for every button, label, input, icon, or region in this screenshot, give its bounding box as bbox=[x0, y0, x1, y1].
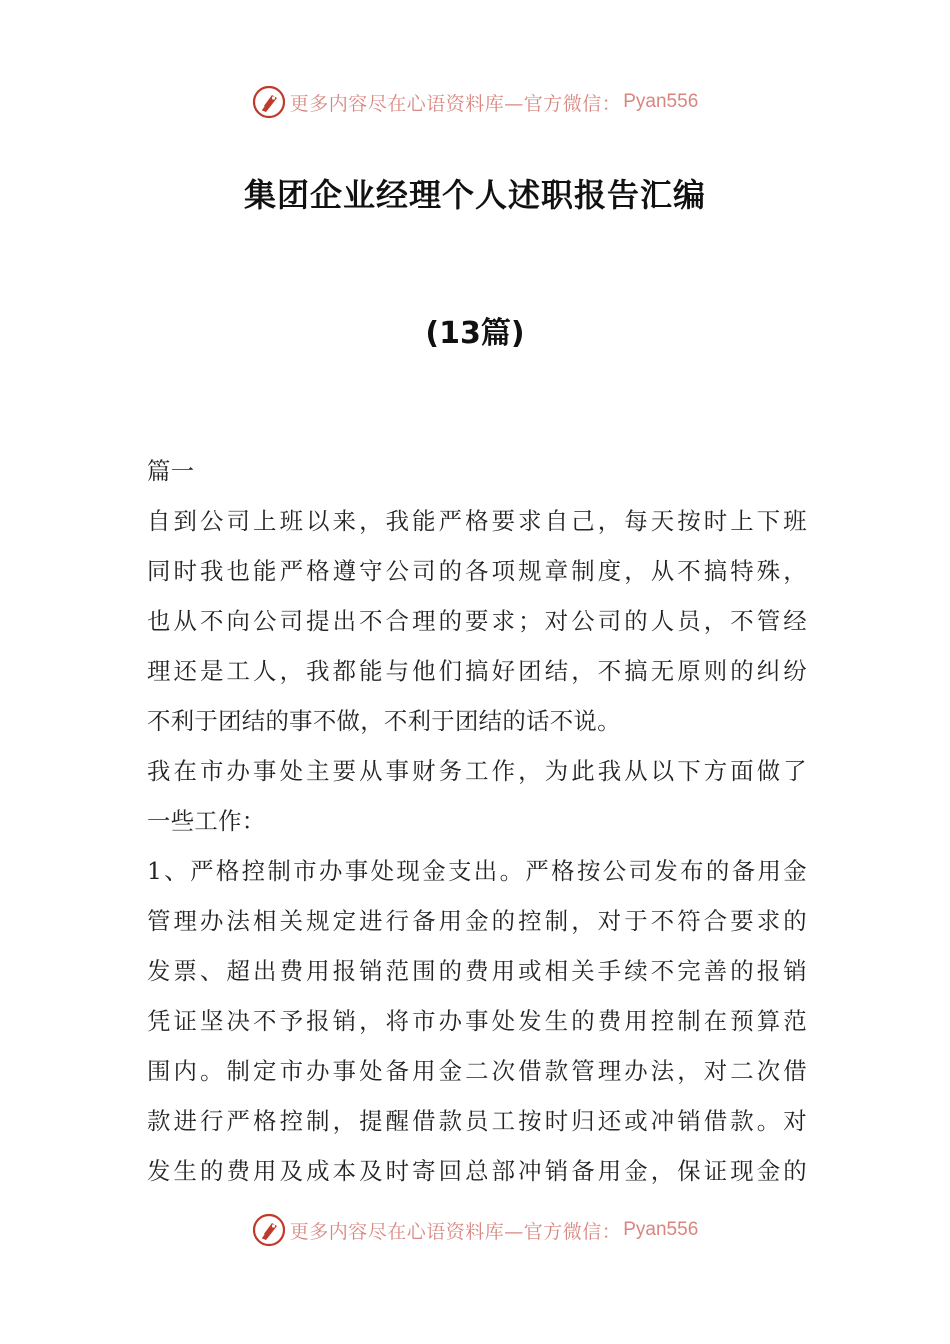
document-body bbox=[147, 446, 807, 1196]
banner-wechat-id: Pyan556 bbox=[623, 91, 699, 112]
document-subtitle: (13篇) bbox=[425, 316, 525, 351]
header-banner bbox=[0, 80, 950, 124]
paragraph-line: 理还是工人，我都能与他们搞好团结，不搞无原则的纠纷 bbox=[147, 657, 807, 685]
document-title: 集团企业经理个人述职报告汇编 bbox=[243, 176, 706, 214]
footer-banner bbox=[0, 1208, 950, 1252]
paragraph-line: 同时我也能严格遵守公司的各项规章制度，从不搞特殊， bbox=[147, 557, 807, 585]
banner-wechat-id: Pyan556 bbox=[623, 1219, 699, 1240]
paragraph-line: 发生的费用及成本及时寄回总部冲销备用金，保证现金的 bbox=[147, 1157, 807, 1185]
paragraph-line: 不利于团结的事不做，不利于团结的话不说。 bbox=[147, 707, 621, 735]
pen-nib-logo-icon bbox=[252, 1213, 286, 1247]
paragraph-line: 自到公司上班以来，我能严格要求自己，每天按时上下班 bbox=[147, 507, 807, 535]
section-label: 篇一 bbox=[147, 457, 195, 485]
banner-text: 更多内容尽在心语资料库—官方微信： bbox=[289, 92, 622, 115]
paragraph-line: 围内。制定市办事处备用金二次借款管理办法，对二次借 bbox=[147, 1057, 807, 1085]
paragraph-line: 发票、超出费用报销范围的费用或相关手续不完善的报销 bbox=[147, 957, 807, 985]
pen-nib-logo-icon bbox=[252, 85, 286, 119]
paragraph-line: 一些工作： bbox=[147, 807, 266, 835]
banner-text: 更多内容尽在心语资料库—官方微信： bbox=[289, 1220, 622, 1243]
paragraph-line: 我在市办事处主要从事财务工作，为此我从以下方面做了 bbox=[147, 757, 807, 785]
paragraph-line: 款进行严格控制，提醒借款员工按时归还或冲销借款。对 bbox=[147, 1107, 807, 1135]
paragraph-line: 凭证坚决不予报销，将市办事处发生的费用控制在预算范 bbox=[147, 1007, 807, 1035]
paragraph-line: 也从不向公司提出不合理的要求；对公司的人员，不管经 bbox=[147, 607, 807, 635]
paragraph-line: 1、严格控制市办事处现金支出。严格按公司发布的备用金 bbox=[147, 857, 807, 885]
paragraph-line: 管理办法相关规定进行备用金的控制，对于不符合要求的 bbox=[147, 907, 807, 935]
